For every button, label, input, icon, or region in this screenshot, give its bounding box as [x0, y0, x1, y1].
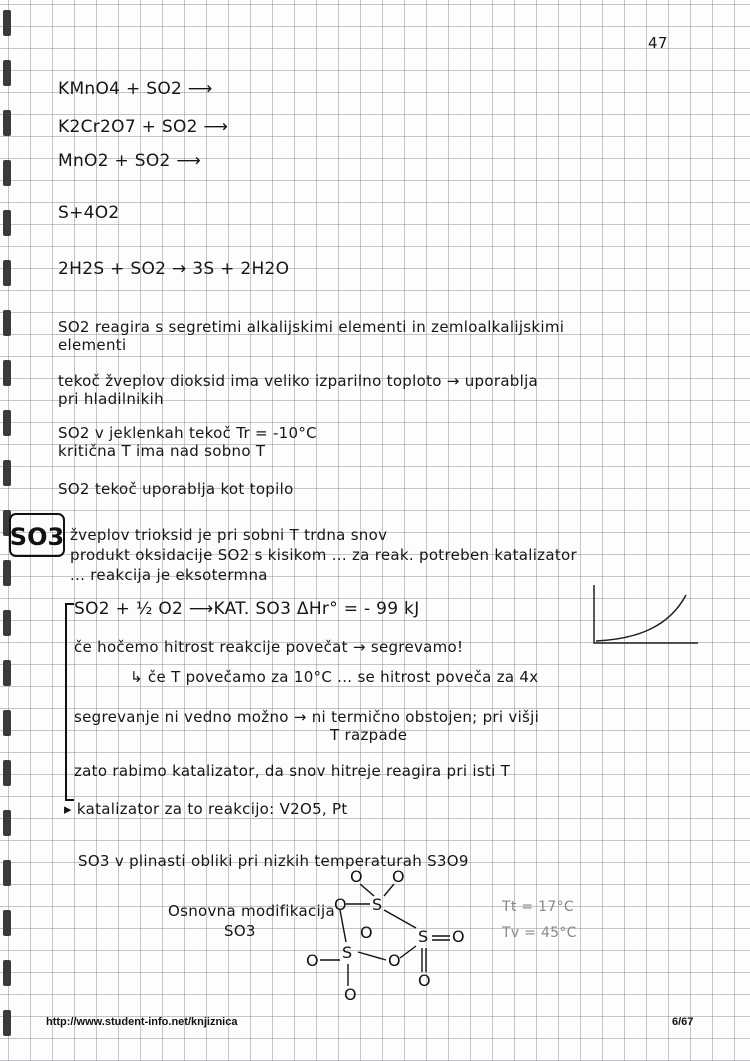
- label-modification: Osnovna modifikacija: [168, 902, 335, 920]
- so3-exothermic: ... reakcija je eksotermna: [70, 566, 268, 584]
- boiling-point: Tv = 45°C: [502, 925, 577, 941]
- badge-label: SO3: [9, 523, 65, 551]
- melting-point: Tt = 17°C: [502, 899, 574, 915]
- atom-s: S: [418, 927, 429, 946]
- note-heating: če hočemo hitrost reakcije povečat → segrevamo!: [74, 638, 464, 656]
- footer-url[interactable]: http://www.student-info.net/knjiznica: [46, 1016, 238, 1028]
- reaction-kmno4: KMnO4 + SO2 ⟶: [58, 79, 213, 99]
- atom-s: S: [342, 943, 353, 962]
- note-catalyst-why: zato rabimo katalizator, da snov hitreje reagira pri isti T: [74, 762, 511, 780]
- so3-product: produkt oksidacije SO2 s kisikom ... za reak. potreben katalizator: [70, 546, 577, 564]
- note-catalyst: ▸ katalizator za to reakcijo: V2O5, Pt: [64, 800, 348, 818]
- note-gas-form: SO3 v plinasti obliki pri nizkih temperaturah S3O9: [78, 852, 469, 870]
- note-reacts-2: elementi: [58, 336, 127, 354]
- so3-intro: žveplov trioksid je pri sobni T trdna snov: [70, 526, 388, 544]
- atom-o: O: [388, 951, 401, 970]
- atom-o: O: [350, 867, 363, 886]
- note-cylinder: SO2 v jeklenkah tekoč Tr = -10°C: [58, 424, 317, 442]
- s3o9-structure-icon: [300, 866, 480, 1006]
- so3-badge-icon: [8, 510, 66, 560]
- note-liquid-2: pri hladilnikih: [58, 390, 164, 408]
- atom-o: O: [334, 895, 347, 914]
- atom-o: O: [360, 923, 373, 942]
- note-rate-increase: ↳ če T povečamo za 10°C ... se hitrost poveča za 4x: [130, 668, 539, 686]
- note-critical: kritična T ima nad sobno T: [58, 442, 266, 460]
- atom-o: O: [392, 867, 405, 886]
- note-solvent: SO2 tekoč uporablja kot topilo: [58, 480, 294, 498]
- reaction-mno2: MnO2 + SO2 ⟶: [58, 151, 202, 171]
- atom-o: O: [344, 985, 357, 1004]
- note-reacts: SO2 reagira s segretimi alkalijskimi elementi in zemloalkalijskimi: [58, 318, 565, 336]
- atom-s: S: [372, 895, 383, 914]
- reaction-k2cr2o7: K2Cr2O7 + SO2 ⟶: [58, 117, 229, 137]
- atom-o: O: [418, 971, 431, 990]
- note-not-stable: segrevanje ni vedno možno → ni termično obstojen; pri višji: [74, 708, 540, 726]
- atom-o: O: [306, 951, 319, 970]
- note-decomposes: T razpade: [330, 726, 408, 744]
- reaction-h2s: 2H2S + SO2 → 3S + 2H2O: [58, 259, 290, 279]
- oxidation-state: S+4O2: [58, 203, 120, 223]
- so3-equation: SO2 + ½ O2 ⟶KAT. SO3 ΔHr° = - 99 kJ: [74, 599, 420, 619]
- footer-page: 6/67: [672, 1016, 694, 1028]
- note-liquid: tekoč žveplov dioksid ima veliko izparilno toploto → uporablja: [58, 372, 539, 390]
- atom-o: O: [452, 927, 465, 946]
- page-number: 47: [648, 34, 668, 52]
- label-so3: SO3: [224, 922, 256, 940]
- rate-graph-icon: [590, 585, 700, 655]
